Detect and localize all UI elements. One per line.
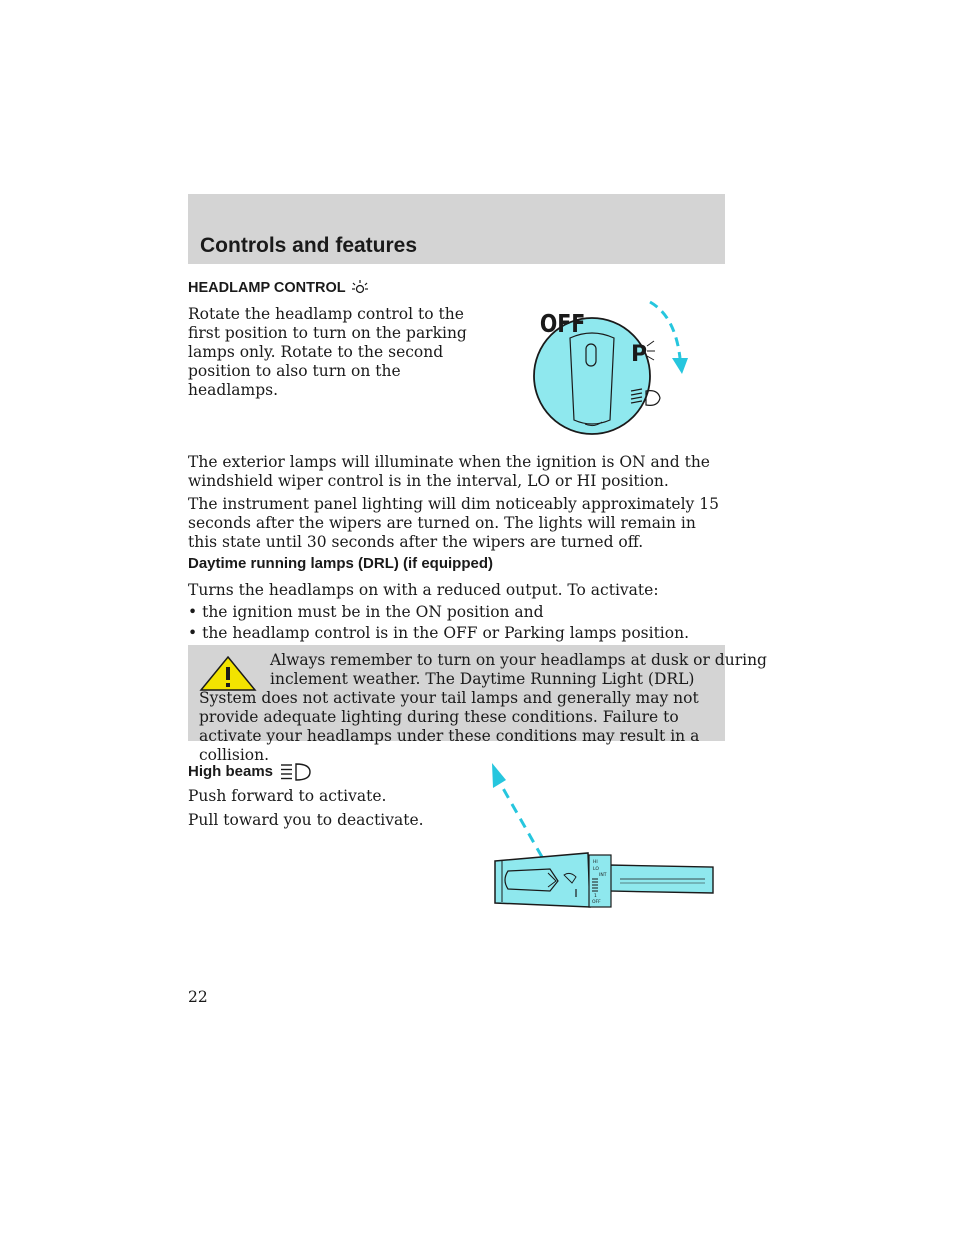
drl-heading: Daytime running lamps (DRL) (if equipped) bbox=[188, 555, 494, 572]
dial-off-label: OFF bbox=[539, 310, 586, 339]
headlamp-heading bbox=[188, 279, 369, 297]
rotation-arrow bbox=[650, 302, 680, 358]
drl-bullet-2-text: the headlamp control is in the OFF or Parking lamps position. bbox=[202, 624, 690, 642]
warning-text-body bbox=[199, 670, 719, 765]
headlamp-dial-illustration bbox=[530, 288, 700, 448]
high-beams-paragraph-2: Pull toward you to deactivate. bbox=[188, 811, 424, 829]
headlamp-paragraph-1: Rotate the headlamp control to the first position to turn on the parking lamps only. Rotate to the second position to also turn on the headlamps. bbox=[188, 305, 467, 399]
drl-bullet-1 bbox=[188, 603, 544, 622]
dial-parking-label: P bbox=[631, 342, 648, 367]
stalk-label-lo: LO bbox=[593, 867, 599, 872]
bullet-dot: • bbox=[188, 603, 198, 621]
headlamp-paragraph-2: The exterior lamps will illuminate when the ignition is ON and the windshield wiper control is in the interval, LO or HI position. bbox=[188, 453, 710, 490]
drl-bullet-1-text: the ignition must be in the ON position and bbox=[202, 603, 544, 621]
headlamp-heading-text: HEADLAMP CONTROL bbox=[188, 279, 346, 296]
headlamp-paragraph-3: The instrument panel lighting will dim noticeably approximately 15 seconds after the wipers are turned on. The lights will remain in this state until 30 seconds after the wipers are turned off. bbox=[188, 495, 719, 551]
stalk-label-1: 1 bbox=[594, 894, 597, 899]
bullet-dot: • bbox=[188, 624, 198, 642]
high-beams-paragraph-1: Push forward to activate. bbox=[188, 787, 387, 805]
headlamp-symbol-icon bbox=[351, 279, 369, 297]
push-forward-arrow-head bbox=[492, 763, 506, 788]
section-header-band bbox=[188, 194, 725, 264]
stalk-label-off: OFF bbox=[592, 900, 601, 905]
high-beams-heading bbox=[188, 762, 313, 782]
warning-text-rest: inclement weather. The Daytime Running Light (DRL) System does not activate your tail lamps and generally may not provide adequate lighting during these conditions. Failure to activate your headlamps under these conditions may result in a collision. bbox=[199, 670, 700, 764]
rotation-arrow-head bbox=[672, 358, 688, 374]
multifunction-stalk-illustration bbox=[480, 755, 720, 915]
push-forward-arrow bbox=[500, 783, 542, 857]
high-beam-symbol-icon bbox=[279, 762, 313, 782]
drl-bullet-2 bbox=[188, 624, 689, 643]
section-title: Controls and features bbox=[200, 234, 418, 257]
parking-lamp-symbol-icon bbox=[647, 341, 655, 360]
warning-box bbox=[188, 645, 767, 764]
high-beams-heading-text: High beams bbox=[188, 762, 274, 780]
stalk-label-hi: HI bbox=[593, 860, 598, 865]
drl-intro: Turns the headlamps on with a reduced output. To activate: bbox=[188, 581, 659, 599]
stalk-handle bbox=[495, 853, 590, 907]
page-number: 22 bbox=[188, 988, 208, 1006]
warning-text-line-1: Always remember to turn on your headlamps at dusk or during bbox=[270, 651, 767, 669]
stalk-label-int: INT bbox=[599, 873, 607, 878]
